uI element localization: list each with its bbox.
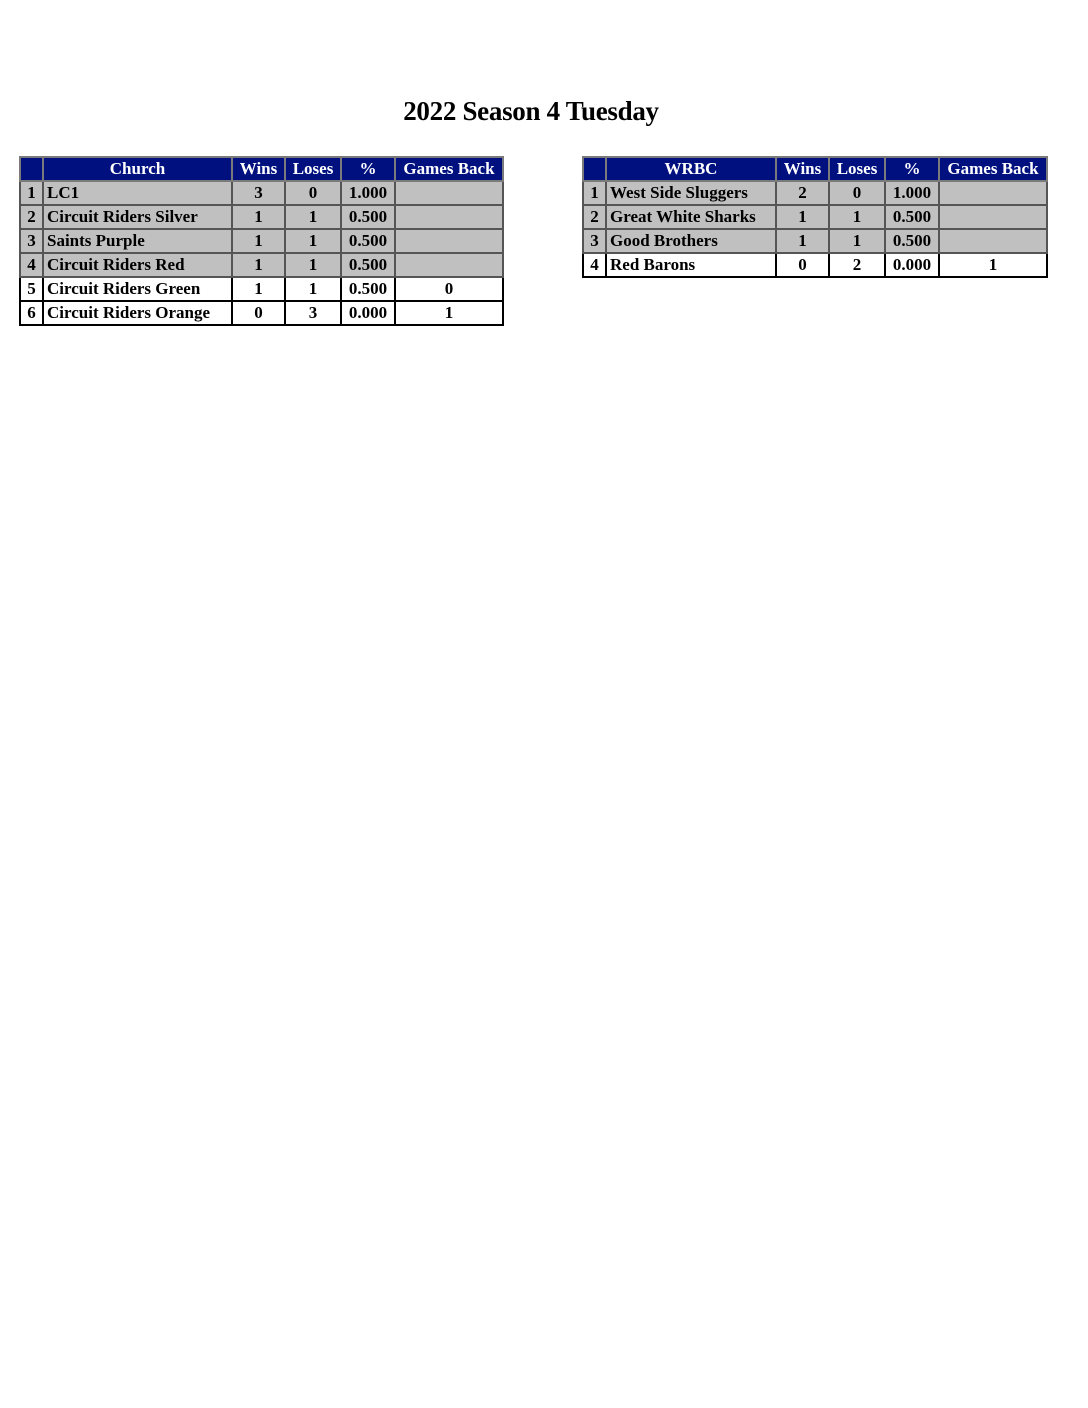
loses-cell: 1 [285, 253, 341, 277]
wrbc-standings-table [582, 156, 1048, 278]
team-cell: LC1 [43, 181, 232, 205]
pct-cell: 1.000 [341, 181, 395, 205]
table-row [20, 253, 503, 277]
wins-header: Wins [232, 157, 285, 181]
table-row [583, 181, 1047, 205]
wins-cell: 2 [776, 181, 829, 205]
pct-cell: 0.500 [341, 205, 395, 229]
pct-cell: 0.500 [885, 205, 939, 229]
loses-cell: 3 [285, 301, 341, 325]
league-header: Church [43, 157, 232, 181]
table-row [20, 229, 503, 253]
loses-cell: 1 [285, 277, 341, 301]
table-row [20, 277, 503, 301]
loses-cell: 1 [829, 229, 885, 253]
games-back-cell [395, 253, 503, 277]
team-cell: West Side Sluggers [606, 181, 776, 205]
loses-cell: 1 [829, 205, 885, 229]
table-row [583, 253, 1047, 277]
team-cell: Circuit Riders Green [43, 277, 232, 301]
wins-cell: 1 [232, 229, 285, 253]
wins-cell: 1 [776, 205, 829, 229]
team-cell: Circuit Riders Orange [43, 301, 232, 325]
rank-cell: 2 [20, 205, 43, 229]
rank-cell: 5 [20, 277, 43, 301]
table-row [583, 205, 1047, 229]
wins-cell: 1 [232, 277, 285, 301]
pct-cell: 0.000 [341, 301, 395, 325]
wins-cell: 0 [232, 301, 285, 325]
wins-cell: 0 [776, 253, 829, 277]
rank-cell: 6 [20, 301, 43, 325]
church-header-row [20, 157, 503, 181]
games-back-cell [395, 181, 503, 205]
league-header: WRBC [606, 157, 776, 181]
team-cell: Red Barons [606, 253, 776, 277]
games-back-cell [395, 229, 503, 253]
pct-cell: 0.500 [341, 277, 395, 301]
wins-cell: 1 [776, 229, 829, 253]
wins-cell: 1 [232, 205, 285, 229]
loses-cell: 2 [829, 253, 885, 277]
rank-cell: 3 [20, 229, 43, 253]
rank-header [20, 157, 43, 181]
games-back-cell: 1 [395, 301, 503, 325]
wins-cell: 1 [232, 253, 285, 277]
table-row [20, 301, 503, 325]
rank-cell: 1 [20, 181, 43, 205]
pct-cell: 0.000 [885, 253, 939, 277]
team-cell: Circuit Riders Red [43, 253, 232, 277]
wins-header: Wins [776, 157, 829, 181]
church-standings-table [19, 156, 504, 326]
loses-cell: 1 [285, 229, 341, 253]
loses-cell: 0 [829, 181, 885, 205]
table-row [583, 229, 1047, 253]
games-back-cell: 1 [939, 253, 1047, 277]
games-back-cell [395, 205, 503, 229]
team-cell: Good Brothers [606, 229, 776, 253]
pct-cell: 0.500 [885, 229, 939, 253]
table-row [20, 205, 503, 229]
games-back-header: Games Back [939, 157, 1047, 181]
page-title: 2022 Season 4 Tuesday [403, 96, 659, 126]
games-back-cell [939, 181, 1047, 205]
pct-cell: 1.000 [885, 181, 939, 205]
pct-cell: 0.500 [341, 229, 395, 253]
loses-header: Loses [829, 157, 885, 181]
team-cell: Great White Sharks [606, 205, 776, 229]
loses-cell: 1 [285, 205, 341, 229]
rank-cell: 4 [583, 253, 606, 277]
team-cell: Circuit Riders Silver [43, 205, 232, 229]
games-back-cell [939, 229, 1047, 253]
games-back-header: Games Back [395, 157, 503, 181]
rank-cell: 2 [583, 205, 606, 229]
rank-cell: 3 [583, 229, 606, 253]
team-cell: Saints Purple [43, 229, 232, 253]
pct-cell: 0.500 [341, 253, 395, 277]
rank-cell: 4 [20, 253, 43, 277]
games-back-cell [939, 205, 1047, 229]
wrbc-header-row [583, 157, 1047, 181]
rank-header [583, 157, 606, 181]
wins-cell: 3 [232, 181, 285, 205]
loses-header: Loses [285, 157, 341, 181]
table-row [20, 181, 503, 205]
games-back-cell: 0 [395, 277, 503, 301]
pct-header: % [341, 157, 395, 181]
pct-header: % [885, 157, 939, 181]
loses-cell: 0 [285, 181, 341, 205]
rank-cell: 1 [583, 181, 606, 205]
